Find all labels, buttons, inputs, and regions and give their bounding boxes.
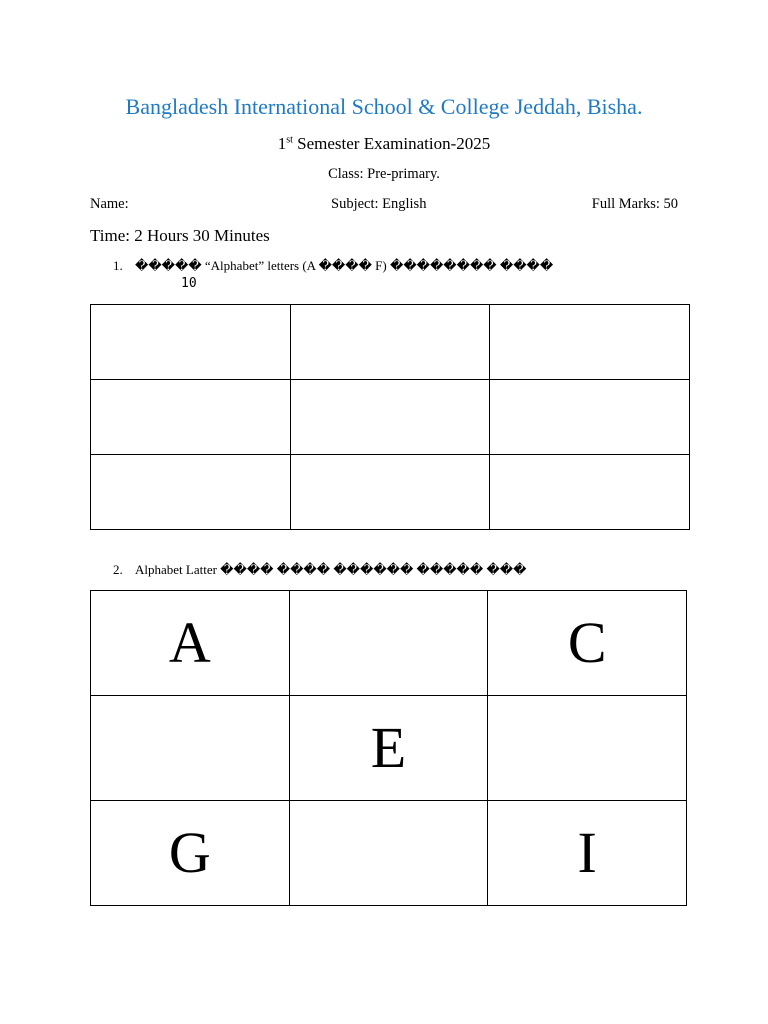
question-1-text: ����� “Alphabet” letters (A ���� F) �������� ���� — [135, 258, 554, 273]
letter-cell — [289, 591, 488, 696]
table-row — [91, 801, 687, 906]
grid-cell — [290, 305, 490, 380]
letter-cell: G — [91, 801, 290, 906]
grid-cell — [91, 305, 291, 380]
info-row — [90, 194, 678, 214]
letter-cell: E — [289, 696, 488, 801]
table-row — [91, 305, 690, 380]
letter-cell: C — [488, 591, 687, 696]
exam-ordinal: 1 — [277, 134, 287, 153]
question-2-text: Alphabet Latter ���� ���� ������ ����� ��� — [135, 562, 527, 577]
letter-cell: A — [91, 591, 290, 696]
letter-cell — [289, 801, 488, 906]
question-1-marks: 10 — [181, 276, 197, 291]
time-line: Time: 2 Hours 30 Minutes — [90, 226, 270, 245]
question-1-number: 1. — [113, 258, 123, 273]
grid-cell — [290, 380, 490, 455]
page-title: Bangladesh International School & College Jeddah, Bisha. — [125, 94, 643, 119]
grid-cell — [91, 380, 291, 455]
grid-cell — [490, 380, 690, 455]
letter-grid-2 — [90, 590, 687, 906]
grid-cell — [290, 455, 490, 530]
table-row — [91, 696, 687, 801]
table-row — [91, 380, 690, 455]
name-label: Name: — [90, 196, 129, 212]
question-1 — [113, 257, 553, 275]
letter-cell — [91, 696, 290, 801]
grid-cell — [91, 455, 291, 530]
subject-label: Subject: English — [331, 196, 427, 212]
answer-grid-1 — [90, 304, 690, 530]
letter-cell: I — [488, 801, 687, 906]
exam-title — [0, 132, 768, 156]
class-line: Class: Pre-primary. — [328, 166, 440, 182]
letter-cell — [488, 696, 687, 801]
table-row — [91, 591, 687, 696]
question-2 — [113, 561, 526, 579]
exam-title-text: Semester Examination-2025 — [292, 134, 491, 153]
exam-ordinal-suffix: st — [286, 134, 293, 146]
table-row — [91, 455, 690, 530]
full-marks-label: Full Marks: 50 — [591, 196, 678, 212]
grid-cell — [490, 305, 690, 380]
grid-cell — [490, 455, 690, 530]
question-2-number: 2. — [113, 562, 123, 577]
